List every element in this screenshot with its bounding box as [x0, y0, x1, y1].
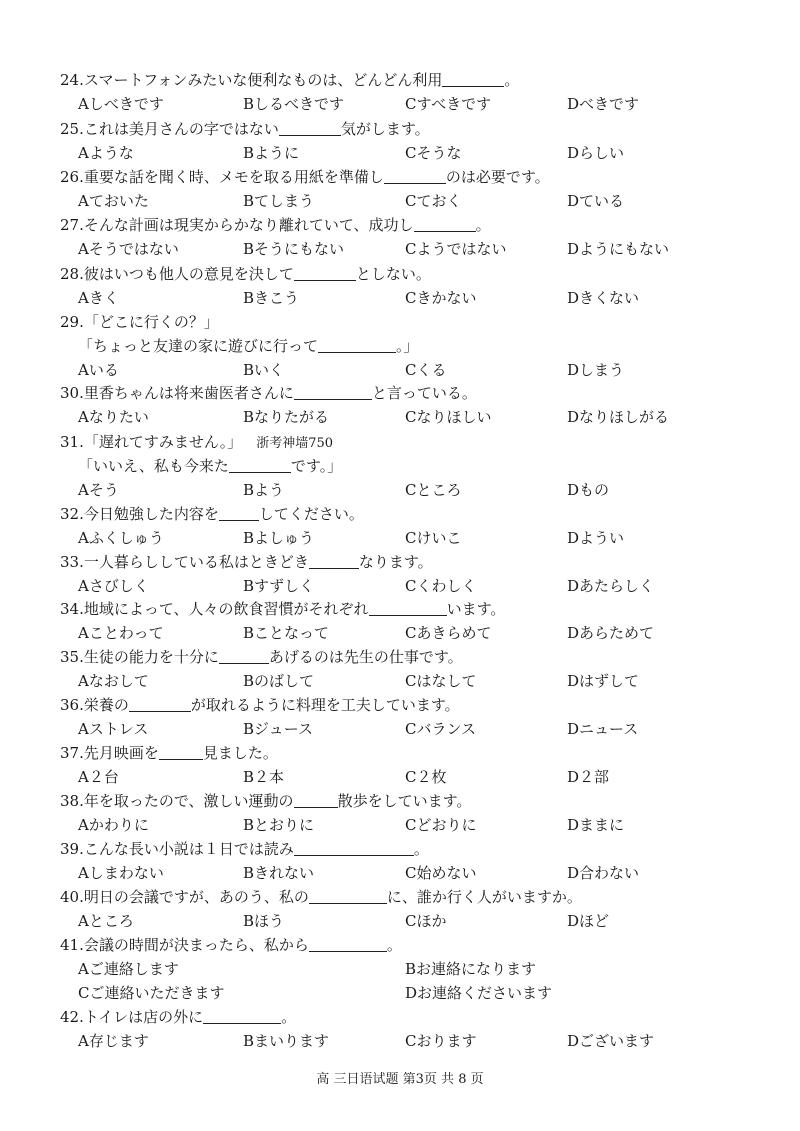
answer-option[interactable]: Cあきらめて	[405, 624, 492, 642]
answer-option[interactable]: Aことわって	[78, 624, 164, 642]
question-number: 25.	[60, 120, 84, 138]
question-31	[60, 430, 760, 502]
stem-text: に、誰か行く人がいますか。	[386, 888, 582, 906]
answer-option[interactable]: Cきかない	[405, 289, 477, 307]
stem-text: これは美月さんの字ではない	[83, 120, 279, 138]
question-number: 29.	[60, 313, 84, 331]
answer-option[interactable]: Dございます	[567, 1032, 655, 1050]
question-35	[60, 645, 760, 693]
answer-blank	[414, 215, 476, 232]
answer-option[interactable]: Dている	[567, 192, 625, 210]
answer-options	[60, 813, 760, 837]
answer-option[interactable]: Dもの	[567, 481, 610, 499]
answer-options	[60, 765, 760, 789]
question-number: 36.	[60, 696, 84, 714]
stem-text: 「遅れてすみません。」	[83, 433, 243, 451]
question-stem	[60, 381, 760, 405]
answer-option[interactable]: Cところ	[405, 481, 462, 499]
answer-option[interactable]: Dようい	[567, 529, 625, 547]
answer-blank	[318, 336, 396, 353]
answer-option[interactable]: Bてしまう	[243, 192, 315, 210]
answer-option[interactable]: Bきれない	[243, 864, 315, 882]
answer-option[interactable]: Dあらためて	[567, 624, 655, 642]
question-number: 37.	[60, 744, 84, 762]
answer-option[interactable]: Cすべきです	[405, 95, 492, 113]
question-39	[60, 837, 760, 885]
answer-option[interactable]: Cけいこ	[405, 529, 462, 547]
question-stem	[60, 68, 760, 92]
question-stem	[60, 1005, 760, 1029]
stem-text: 栄養の	[83, 696, 129, 714]
stem-text: 生徒の能力を十分に	[83, 648, 219, 666]
question-34	[60, 597, 760, 645]
stem-text: 。」	[396, 337, 419, 355]
answer-option[interactable]: Cなりほしい	[405, 408, 492, 426]
answer-option[interactable]: Dままに	[567, 816, 625, 834]
answer-options	[60, 286, 760, 310]
question-28	[60, 262, 760, 310]
answer-blank	[442, 70, 504, 87]
page-footer: 高 三日语试题 第3页 共 8 页	[316, 1072, 484, 1087]
answer-option[interactable]: Aような	[78, 144, 134, 162]
answer-option[interactable]: Dきくない	[567, 289, 640, 307]
stem-text: 地域によって、人々の飲食習慣がそれぞれ	[83, 600, 369, 618]
stem-text: います。	[446, 600, 506, 618]
answer-option[interactable]: Aそう	[78, 481, 119, 499]
answer-option[interactable]: Cどおりに	[405, 816, 477, 834]
question-33	[60, 550, 760, 598]
stem-text: 重要な話を聞く時、メモを取る用紙を準備し	[83, 168, 384, 186]
question-stem	[60, 213, 760, 237]
answer-option[interactable]: Aそうではない	[78, 240, 179, 258]
answer-option[interactable]: Aておいた	[78, 192, 149, 210]
answer-option[interactable]: Aしまわない	[78, 864, 164, 882]
stem-text: 。	[475, 216, 491, 234]
question-38	[60, 789, 760, 837]
question-25	[60, 117, 760, 165]
question-number: 26.	[60, 168, 84, 186]
stem-text: 一人暮らししている私はときどき	[83, 553, 309, 571]
answer-blank	[294, 839, 414, 856]
answer-option[interactable]: Aストレス	[78, 720, 149, 738]
question-stem	[60, 693, 760, 717]
question-stem	[60, 645, 760, 669]
answer-option[interactable]: Bいく	[243, 361, 285, 379]
answer-option[interactable]: Bよしゅう	[243, 529, 315, 547]
answer-option[interactable]: Cておく	[405, 192, 462, 210]
stem-text: 見ました。	[202, 744, 278, 762]
answer-option[interactable]: D合わない	[567, 864, 640, 882]
answer-options	[60, 189, 760, 213]
question-number: 28.	[60, 265, 84, 283]
answer-option[interactable]: Bほう	[243, 912, 285, 930]
answer-option[interactable]: Bしるべきです	[243, 95, 345, 113]
question-stem	[60, 837, 760, 861]
answer-blank	[203, 1007, 281, 1024]
question-number: 40.	[60, 888, 84, 906]
stem-text: としない。	[355, 265, 431, 283]
question-stem	[60, 502, 760, 526]
stem-text: あげるのは先生の仕事です。	[268, 648, 463, 666]
question-stem	[60, 165, 760, 189]
question-37	[60, 741, 760, 789]
stem-text: そんな計画は現実からかなり離れていて、成功し	[83, 216, 414, 234]
question-stem	[60, 310, 760, 334]
answer-options	[60, 478, 760, 502]
answer-blank	[219, 504, 259, 521]
question-number: 34.	[60, 600, 84, 618]
answer-option[interactable]: Aなおして	[78, 672, 149, 690]
answer-option[interactable]: Cほか	[405, 912, 447, 930]
answer-blank	[294, 791, 338, 808]
stem-text: 彼はいつも他人の意見を決して	[83, 265, 294, 283]
answer-option[interactable]: Dお連絡くださいます	[405, 984, 553, 1002]
answer-option[interactable]: D２部	[567, 768, 610, 786]
question-stem-line2	[60, 334, 760, 358]
stem-text: と言っている。	[371, 384, 477, 402]
question-stem	[60, 741, 760, 765]
question-42	[60, 1005, 760, 1053]
question-number: 32.	[60, 505, 84, 523]
answer-options	[60, 358, 760, 382]
answer-option[interactable]: Bように	[243, 144, 300, 162]
stem-text: スマートフォンみたいな便利なものは、どんどん利用	[83, 71, 443, 89]
answer-blank	[309, 935, 387, 952]
stem-text: 年を取ったので、激しい運動の	[83, 792, 294, 810]
stem-text: 「ちょっと友達の家に遊びに行って	[78, 337, 319, 355]
answer-option[interactable]: Aしべきです	[78, 95, 164, 113]
answer-options	[60, 957, 760, 981]
stem-text: です。」	[290, 457, 343, 475]
question-number: 38.	[60, 792, 84, 810]
answer-blank	[129, 695, 191, 712]
answer-option[interactable]: Dしまう	[567, 361, 625, 379]
answer-option[interactable]: A２台	[78, 768, 119, 786]
question-stem	[60, 262, 760, 286]
answer-option[interactable]: Dほど	[567, 912, 610, 930]
answer-option[interactable]: Bなりたがる	[243, 408, 330, 426]
answer-blank	[309, 552, 359, 569]
answer-options	[60, 526, 760, 550]
answer-options	[60, 405, 760, 429]
question-41	[60, 933, 760, 1005]
stem-text: 散歩をしています。	[337, 792, 472, 810]
stem-text: 里香ちゃんは将来歯医者さんに	[83, 384, 294, 402]
question-stem	[60, 550, 760, 574]
answer-option[interactable]: Dはずして	[567, 672, 640, 690]
answer-option[interactable]: Aかわりに	[78, 816, 149, 834]
answer-option[interactable]: Cご連絡いただきます	[78, 984, 225, 1002]
answer-option[interactable]: Bとおりに	[243, 816, 315, 834]
stem-text: のは必要です。	[445, 168, 550, 186]
answer-options	[60, 669, 760, 693]
stamp-text: 浙考神墙750	[256, 436, 334, 451]
answer-option[interactable]: Dらしい	[567, 144, 625, 162]
answer-options	[60, 141, 760, 165]
question-number: 41.	[60, 936, 84, 954]
answer-blank	[229, 456, 291, 473]
stem-text: 明日の会議ですが、あのう、私の	[83, 888, 309, 906]
answer-options	[60, 909, 760, 933]
question-27	[60, 213, 760, 261]
question-number: 31.	[60, 433, 84, 451]
answer-options	[60, 574, 760, 598]
answer-options	[60, 1029, 760, 1053]
answer-option[interactable]: Cはなして	[405, 672, 477, 690]
answer-option[interactable]: Bすずしく	[243, 577, 315, 595]
question-32	[60, 502, 760, 550]
question-number: 27.	[60, 216, 84, 234]
answer-options	[60, 237, 760, 261]
stem-text: 「どこに行くの？」	[83, 313, 219, 331]
answer-option[interactable]: Aさびしく	[78, 577, 149, 595]
answer-option[interactable]: Bお連絡になります	[405, 960, 537, 978]
question-number: 24.	[60, 71, 84, 89]
answer-blank	[219, 647, 269, 664]
answer-option[interactable]: Bジュース	[243, 720, 313, 738]
answer-options	[60, 861, 760, 885]
stem-text: 。	[281, 1008, 297, 1026]
answer-option[interactable]: Bまいります	[243, 1032, 330, 1050]
answer-option[interactable]: Dなりほしがる	[567, 408, 670, 426]
answer-blank	[159, 743, 203, 760]
answer-option[interactable]: Dべきです	[567, 95, 640, 113]
answer-option[interactable]: Aところ	[78, 912, 134, 930]
question-stem	[60, 933, 760, 957]
answer-option[interactable]: Dあたらしく	[567, 577, 655, 595]
question-stem	[60, 885, 760, 909]
answer-option[interactable]: Dニュース	[567, 720, 639, 738]
stem-text: 先月映画を	[83, 744, 159, 762]
question-stem	[60, 789, 760, 813]
answer-options	[60, 92, 760, 116]
stem-text: 「いいえ、私も今来た	[78, 457, 229, 475]
question-number: 39.	[60, 840, 84, 858]
question-24	[60, 68, 760, 116]
answer-option[interactable]: A存じます	[78, 1032, 149, 1050]
answer-option[interactable]: Cくる	[405, 361, 447, 379]
answer-option[interactable]: Cバランス	[405, 720, 477, 738]
question-29	[60, 310, 760, 382]
answer-option[interactable]: Cくわしく	[405, 577, 477, 595]
stem-text: が取れるように料理を工夫しています。	[190, 696, 460, 714]
stem-text: なります。	[358, 553, 433, 571]
answer-option[interactable]: Cそうな	[405, 144, 462, 162]
stem-text: 。	[386, 936, 402, 954]
answer-options	[60, 717, 760, 741]
question-number: 30.	[60, 384, 84, 402]
answer-option[interactable]: Dようにもない	[567, 240, 670, 258]
stem-text: こんな長い小説は１日では読み	[83, 840, 294, 858]
question-26	[60, 165, 760, 213]
question-stem-line2	[60, 454, 760, 478]
answer-blank	[369, 599, 447, 616]
answer-option[interactable]: Aなりたい	[78, 408, 149, 426]
answer-option[interactable]: Bそうにもない	[243, 240, 345, 258]
question-stem	[60, 430, 760, 454]
question-number: 35.	[60, 648, 84, 666]
answer-option[interactable]: Aきく	[78, 289, 119, 307]
answer-option[interactable]: C２枚	[405, 768, 447, 786]
stem-text: 。	[504, 71, 520, 89]
question-36	[60, 693, 760, 741]
answer-option[interactable]: Bのばして	[243, 672, 315, 690]
question-stem	[60, 117, 760, 141]
stem-text: 会議の時間が決まったら、私から	[83, 936, 309, 954]
answer-blank	[279, 119, 341, 136]
stem-text: トイレは店の外に	[83, 1008, 204, 1026]
answer-option[interactable]: Aいる	[78, 361, 119, 379]
stem-text: 気がします。	[340, 120, 430, 138]
question-number: 42.	[60, 1008, 84, 1026]
answer-option[interactable]: Bことなって	[243, 624, 330, 642]
answer-blank	[294, 264, 356, 281]
stem-text: 。	[413, 840, 429, 858]
question-40	[60, 885, 760, 933]
stem-text: 今日勉強した内容を	[83, 505, 219, 523]
answer-option[interactable]: Cおります	[405, 1032, 477, 1050]
answer-option[interactable]: Bきこう	[243, 289, 300, 307]
answer-option[interactable]: B２本	[243, 768, 285, 786]
answer-option[interactable]: Bよう	[243, 481, 285, 499]
question-stem	[60, 597, 760, 621]
answer-options	[60, 621, 760, 645]
answer-option[interactable]: C始めない	[405, 864, 477, 882]
question-number: 33.	[60, 553, 84, 571]
answer-option[interactable]: Aご連絡します	[78, 960, 179, 978]
question-30	[60, 381, 760, 429]
answer-options	[60, 981, 760, 1005]
answer-blank	[384, 167, 446, 184]
stem-text: してください。	[258, 505, 364, 523]
answer-blank	[294, 383, 372, 400]
answer-option[interactable]: Cようではない	[405, 240, 507, 258]
answer-option[interactable]: Aふくしゅう	[78, 529, 164, 547]
answer-blank	[309, 887, 387, 904]
